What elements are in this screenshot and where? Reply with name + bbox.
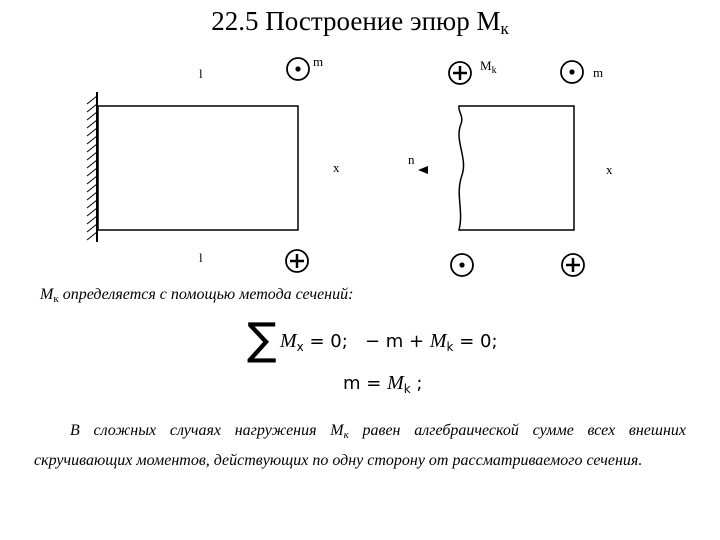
plus-sign-icon bbox=[449, 62, 471, 84]
left-label-bottom: l bbox=[199, 250, 203, 265]
right-moment-label: $M_k$ bbox=[480, 58, 497, 76]
section-method-text: $M_к$ определяется с помощью метода сечений: bbox=[40, 286, 354, 305]
conclusion-paragraph: В сложных случаях нагружения $M_к$ равен алгебраической сумме всех внешних скручивающих моментов, действующих по одну сторону от рассматриваемого сечения. bbox=[34, 422, 687, 469]
equation-1: $M_x = 0$; − $m + M_k = 0$; bbox=[280, 330, 498, 354]
right-bar-section bbox=[459, 106, 574, 230]
fixed-wall bbox=[87, 92, 97, 242]
right-moment-label-m: m bbox=[593, 65, 604, 80]
dot-circle-icon bbox=[561, 61, 583, 83]
left-bar bbox=[98, 106, 298, 230]
sum-symbol: ∑ bbox=[247, 314, 277, 365]
left-label-top: l bbox=[199, 66, 203, 81]
right-axis-label: x bbox=[606, 162, 613, 177]
plus-sign-icon bbox=[286, 250, 308, 272]
equation-2: $m = M_k$ ; bbox=[343, 372, 423, 396]
dot-circle-icon bbox=[287, 58, 309, 80]
left-moment-label: m bbox=[313, 54, 324, 69]
page-title: 22.5 Построение эпюр $M_к$ bbox=[211, 6, 509, 38]
normal-arrow bbox=[418, 166, 428, 174]
plus-sign-icon bbox=[562, 254, 584, 276]
left-axis-label: x bbox=[333, 160, 340, 175]
dot-circle-icon bbox=[451, 254, 473, 276]
normal-label: n bbox=[408, 152, 415, 167]
